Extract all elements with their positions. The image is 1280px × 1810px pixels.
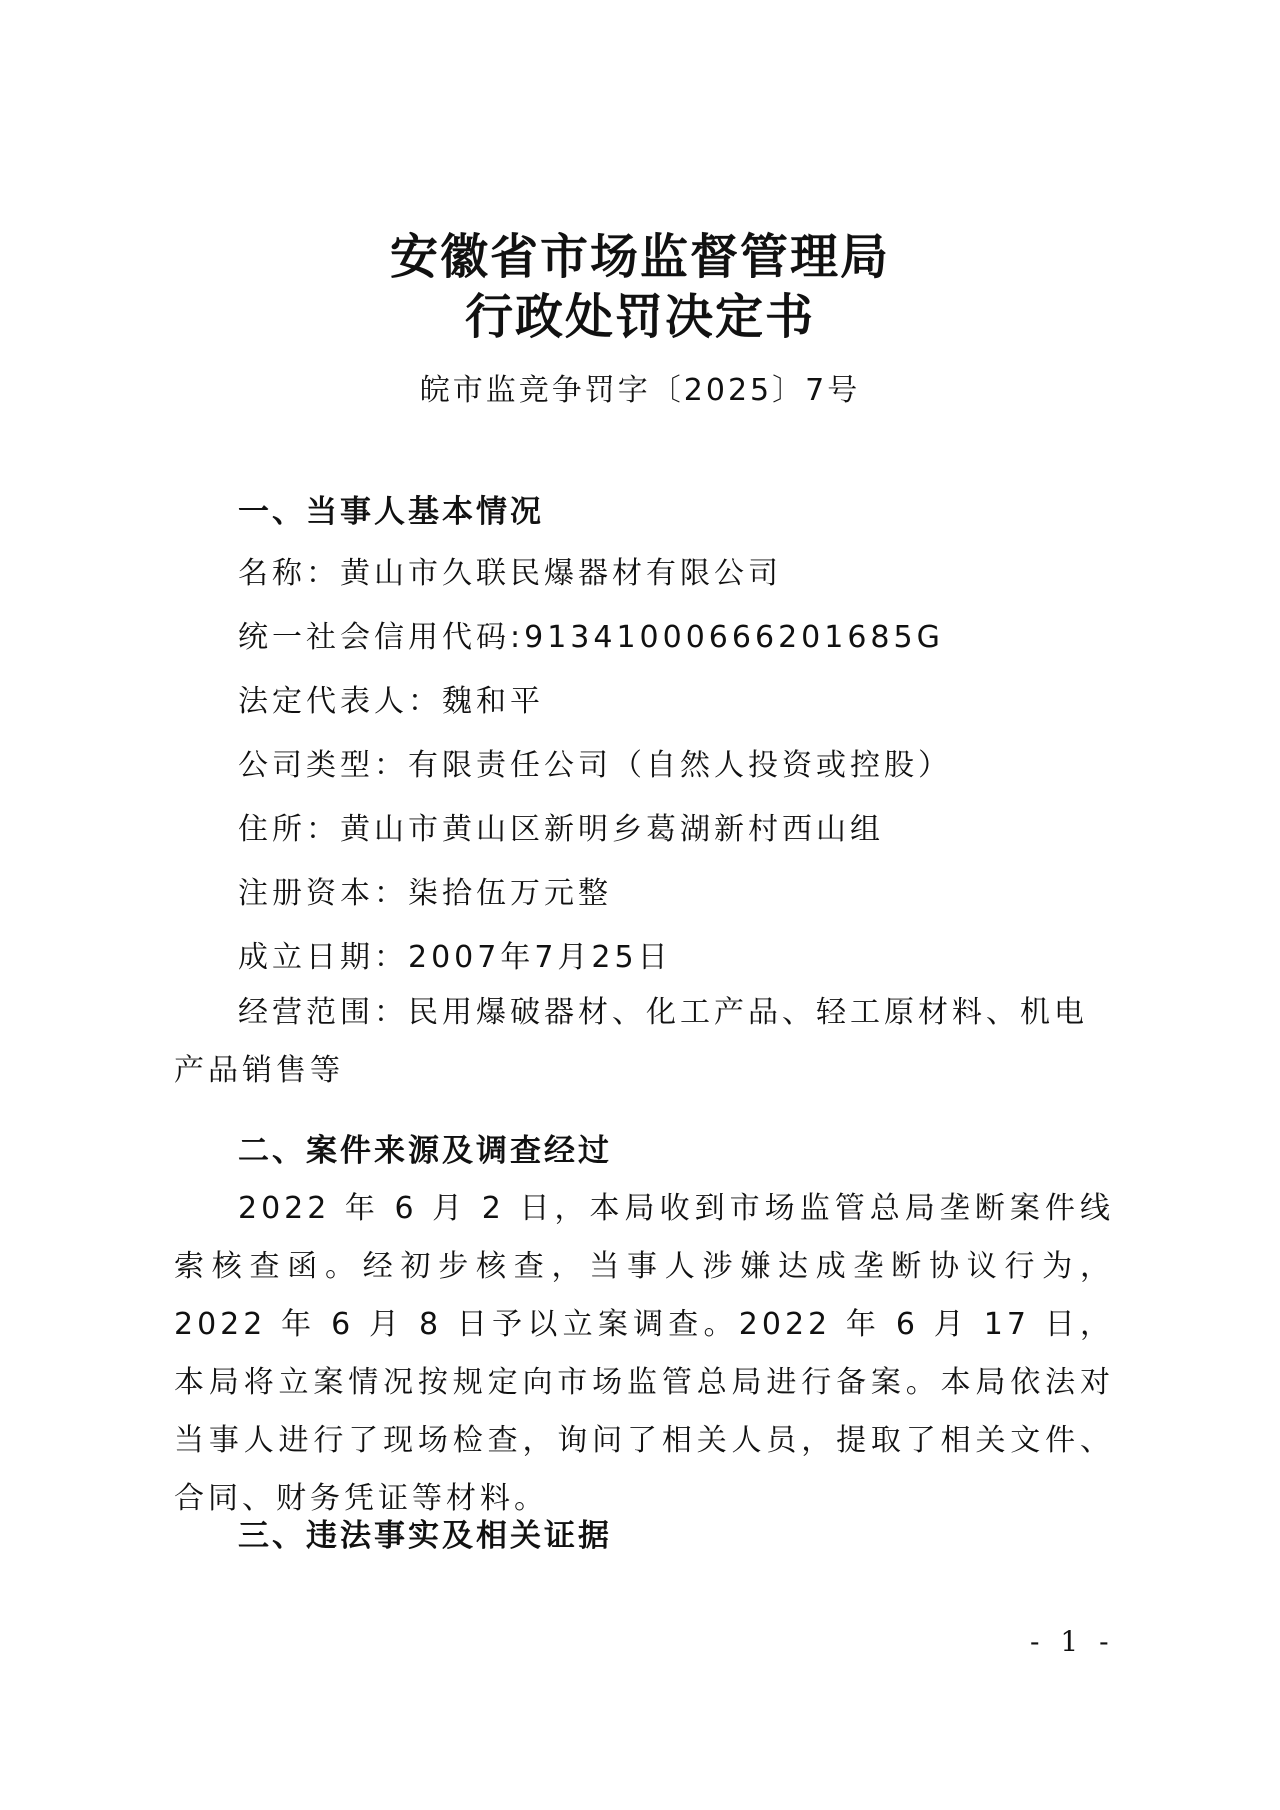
page-number: - 1 -: [1030, 1625, 1115, 1658]
business-scope: 经营范围：民用爆破器材、化工产品、轻工原材料、机电产品销售等: [174, 995, 1088, 1088]
section1-heading: 一、当事人基本情况: [238, 494, 544, 530]
company-type: 公司类型：有限责任公司（自然人投资或控股）: [238, 748, 952, 783]
section2-body: 2022 年 6 月 2 日，本局收到市场监管总局垄断案件线索核查函。经初步核查，当事人涉嫌达成垄断协议行为，2022 年 6 月 8 日予以立案调查。2022 年 6 月 17 日，本局将立案情况按规定向市场监管总局进行备案。本局依法对当事人进行了现场检查，询问了相关人员，提取了相关文件、合同、财务凭证等材料。: [174, 1191, 1114, 1516]
legal-representative: 法定代表人：魏和平: [238, 684, 544, 719]
founding-date: 成立日期：2007年7月25日: [238, 940, 672, 975]
section2-heading: 二、案件来源及调查经过: [238, 1133, 612, 1169]
credit-code: 统一社会信用代码:91341000666201685G: [238, 620, 944, 655]
document-number: 皖市监竞争罚字〔2025〕7号: [419, 373, 861, 408]
address: 住所：黄山市黄山区新明乡葛湖新村西山组: [238, 812, 884, 847]
party-name: 名称：黄山市久联民爆器材有限公司: [238, 556, 782, 591]
registered-capital: 注册资本：柒拾伍万元整: [238, 876, 612, 911]
section3-heading: 三、违法事实及相关证据: [238, 1518, 612, 1554]
document-title-line2: 行政处罚决定书: [464, 289, 815, 345]
document-title-line1: 安徽省市场监督管理局: [389, 229, 890, 285]
